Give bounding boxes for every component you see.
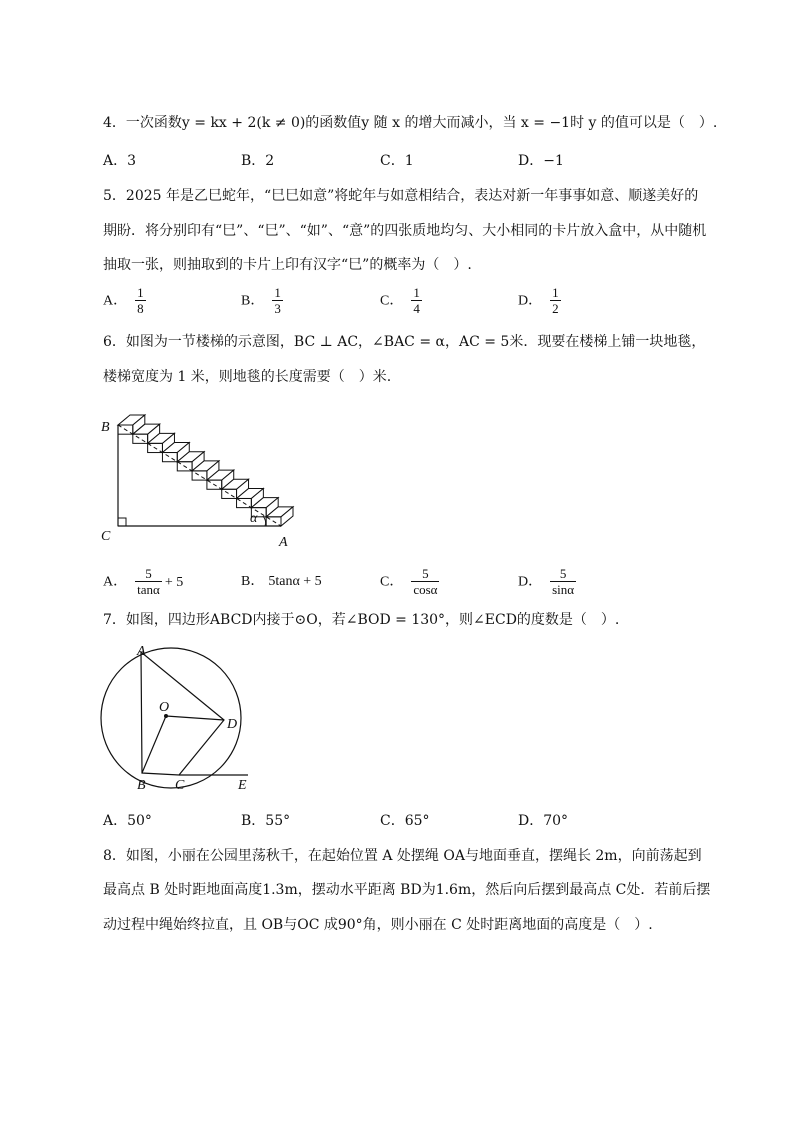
q8-stem-line3: 动过程中绳始终拉直，且 OB与OC 成90°角，则小丽在 C 处时距离地面的高度是（ ）. — [103, 917, 653, 933]
q4-option-c: C．1 — [380, 153, 414, 169]
q6-option-b: B． 5tanα + 5 — [241, 574, 322, 589]
q6-option-a: A． $\frac{5}{\tan\alpha}$ + 5 — [103, 566, 184, 597]
q7-option-a: A．50° — [103, 813, 152, 829]
q5-stem-line3: 抽取一张，则抽取到的卡片上印有汉字“巳”的概率为（ ）. — [103, 257, 472, 273]
q6-option-c: C． $\frac{5}{\cos\alpha}$ — [380, 566, 438, 597]
label-C: C — [101, 529, 111, 544]
q5-option-c: C． $\frac{1}{4}$ — [380, 285, 420, 316]
q5-option-b: B． $\frac{1}{3}$ — [241, 285, 281, 316]
right-angle-marker — [118, 518, 126, 526]
label-A: A — [279, 535, 288, 550]
label-B: B — [137, 778, 146, 793]
label-O: O — [159, 700, 170, 715]
q5-stem-line1: 5．2025 年是乙巳蛇年，“巳巳如意”将蛇年与如意相结合，表达对新一年事事如意、顺遂美好的 — [103, 188, 699, 204]
stair-step-front — [133, 434, 148, 443]
segment-OD — [166, 716, 224, 720]
q5-option-a: A． $\frac{1}{8}$ — [103, 285, 144, 316]
segment-OB — [142, 716, 166, 773]
label-D: D — [227, 717, 238, 732]
circle-figure — [96, 638, 266, 798]
label-B: B — [101, 420, 110, 435]
q4-option-d: D．−1 — [518, 153, 564, 169]
q5-option-d: D． $\frac{1}{2}$ — [518, 285, 559, 316]
staircase-figure — [96, 395, 316, 555]
q8-stem-line2: 最高点 B 处时距地面高度1.3m，摆动水平距离 BD为1.6m，然后向后摆到最高点 C处．若前后摆 — [103, 882, 711, 898]
label-alpha: α — [250, 511, 258, 526]
label-A: A — [137, 644, 146, 659]
alpha-arc — [263, 516, 266, 526]
q7-stem: 7．如图，四边形ABCD内接于⊙O，若∠BOD = 130°，则∠ECD的度数是（ ）. — [103, 612, 620, 628]
q4-option-b: B．2 — [241, 153, 275, 169]
q4-stem: 4．一次函数y = kx + 2(k ≠ 0)的函数值y 随 x 的增大而减小，当 x = −1时 y 的值可以是（ ）. — [103, 115, 718, 131]
q6-stem-line2: 楼梯宽度为 1 米，则地毯的长度需要（ ）米. — [103, 369, 392, 385]
q7-option-b: B．55° — [241, 813, 291, 829]
q6-option-d: D． $\frac{5}{\sin\alpha}$ — [518, 566, 575, 597]
quadrilateral-ABCD — [141, 652, 224, 775]
q7-option-c: C．65° — [380, 813, 430, 829]
label-E: E — [238, 778, 247, 793]
q6-stem-line1: 6．如图为一节楼梯的示意图，BC ⊥ AC，∠BAC = α，AC = 5米．现要在楼梯上铺一块地毯， — [103, 334, 706, 350]
circle-O — [101, 648, 241, 788]
q5-stem-line2: 期盼．将分别印有“巳”、“巳”、“如”、“意”的四张质地均匀、大小相同的卡片放入盒中，从中随机 — [103, 223, 707, 239]
q7-option-d: D．70° — [518, 813, 569, 829]
label-C: C — [175, 778, 185, 793]
q4-option-a: A．3 — [103, 153, 137, 169]
staircase-steps — [118, 415, 293, 526]
q8-stem-line1: 8．如图，小丽在公园里荡秋千，在起始位置 A 处摆绳 OA与地面垂直，摆绳长 2m，向前荡起到 — [103, 848, 702, 864]
